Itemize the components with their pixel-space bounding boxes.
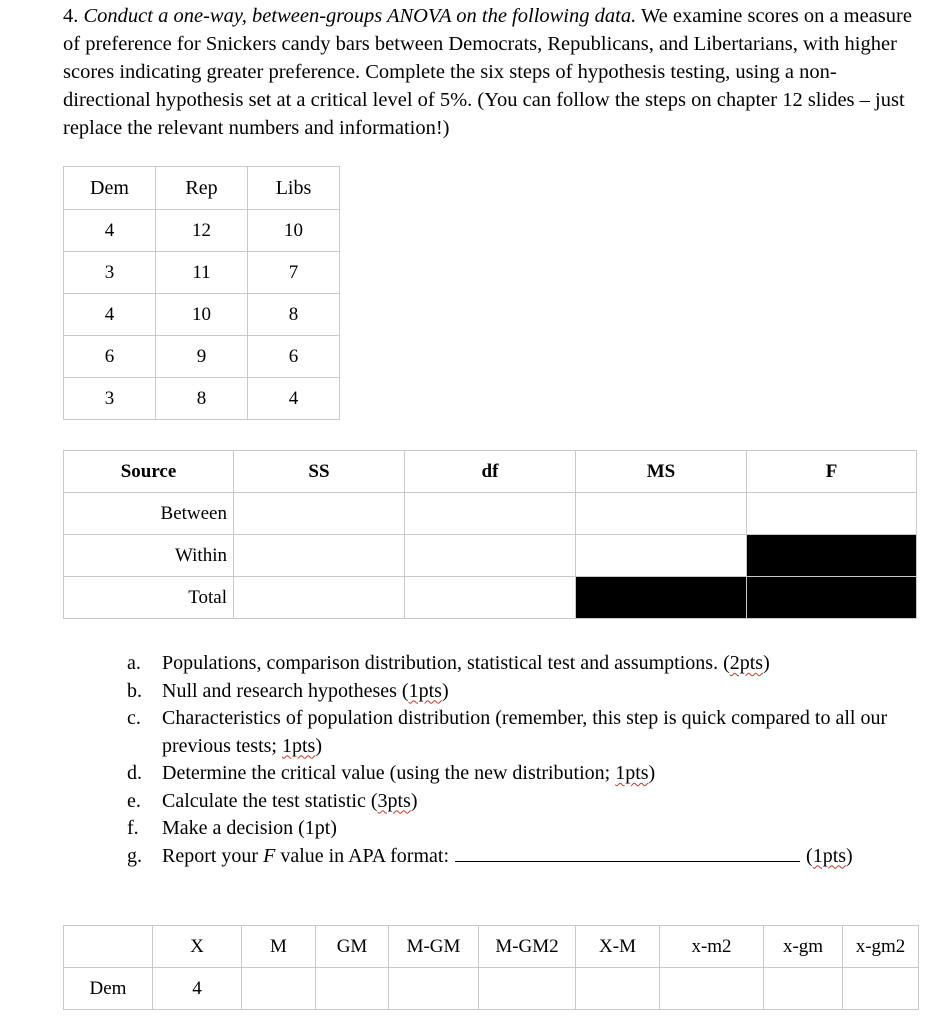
header-source: Source bbox=[64, 451, 234, 493]
between-ss-cell[interactable] bbox=[234, 493, 405, 535]
cell: 4 bbox=[64, 210, 156, 252]
header-x-m: X-M bbox=[576, 926, 660, 968]
cell: 3 bbox=[64, 252, 156, 294]
step-points: 1pts bbox=[812, 844, 847, 867]
anova-row-between bbox=[64, 493, 917, 535]
step-points: 3pts bbox=[377, 789, 411, 812]
list-item bbox=[127, 815, 907, 843]
within-df-cell[interactable] bbox=[405, 535, 576, 577]
header-empty bbox=[64, 926, 153, 968]
within-ss-cell[interactable] bbox=[234, 535, 405, 577]
cell: 12 bbox=[156, 210, 248, 252]
header-ms: MS bbox=[576, 451, 747, 493]
apa-answer-blank[interactable] bbox=[455, 843, 800, 862]
step-end: ) bbox=[763, 652, 770, 674]
cell[interactable] bbox=[576, 968, 660, 1010]
step-text: Calculate the test statistic ( bbox=[162, 789, 378, 812]
cell: 8 bbox=[248, 294, 340, 336]
header-dem: Dem bbox=[64, 167, 156, 210]
header-f: F bbox=[747, 451, 917, 493]
anova-header-row bbox=[64, 451, 917, 493]
step-letter: c. bbox=[127, 707, 141, 729]
step-letter: f. bbox=[127, 817, 139, 839]
between-df-cell[interactable] bbox=[405, 493, 576, 535]
source-total: Total bbox=[64, 577, 234, 619]
step-text: Null and research hypotheses ( bbox=[162, 679, 409, 702]
table-row bbox=[64, 378, 340, 420]
computation-header-row bbox=[64, 926, 919, 968]
step-end: ) bbox=[315, 734, 323, 757]
cell[interactable] bbox=[843, 968, 919, 1010]
cell[interactable] bbox=[242, 968, 316, 1010]
source-within: Within bbox=[64, 535, 234, 577]
cell: 10 bbox=[248, 210, 340, 252]
step-end: ) bbox=[441, 679, 449, 702]
cell[interactable] bbox=[660, 968, 764, 1010]
cell: 3 bbox=[64, 378, 156, 420]
cell[interactable] bbox=[479, 968, 576, 1010]
list-item bbox=[127, 650, 907, 678]
step-letter: b. bbox=[127, 679, 142, 702]
total-ss-cell[interactable] bbox=[234, 577, 405, 619]
total-ms-blocked-cell bbox=[576, 577, 747, 619]
anova-row-within bbox=[64, 535, 917, 577]
header-x-m2: x-m2 bbox=[660, 926, 764, 968]
list-item bbox=[127, 760, 907, 788]
question-number: 4. bbox=[63, 5, 79, 27]
within-ms-cell[interactable] bbox=[576, 535, 747, 577]
table-row bbox=[64, 252, 340, 294]
step-points-close: ) bbox=[846, 844, 853, 867]
table-row bbox=[64, 294, 340, 336]
step-points: 1pts bbox=[408, 679, 442, 702]
cell: 6 bbox=[64, 336, 156, 378]
step-points: 1pts bbox=[282, 734, 316, 757]
question-lead: Conduct a one-way, between-groups ANOVA on the following data. bbox=[83, 5, 637, 27]
step-points: 1pts bbox=[615, 762, 649, 784]
step-text: Make a decision (1pt) bbox=[162, 817, 337, 839]
header-rep: Rep bbox=[156, 167, 248, 210]
cell: 11 bbox=[156, 252, 248, 294]
step-text: Determine the critical value (using the new distribution; bbox=[162, 762, 616, 784]
header-m: M bbox=[242, 926, 316, 968]
step-text: Characteristics of population distribution (remember, this step is quick compared to all our previous tests; bbox=[162, 707, 888, 757]
between-f-cell[interactable] bbox=[747, 493, 917, 535]
cell: 4 bbox=[248, 378, 340, 420]
cell[interactable] bbox=[316, 968, 389, 1010]
step-letter: a. bbox=[127, 652, 141, 674]
row-label-dem: Dem bbox=[64, 968, 153, 1010]
cell: 7 bbox=[248, 252, 340, 294]
step-end: ) bbox=[410, 789, 418, 812]
table-row bbox=[64, 210, 340, 252]
question-text bbox=[63, 2, 923, 142]
table-row bbox=[64, 336, 340, 378]
cell[interactable] bbox=[389, 968, 479, 1010]
cell[interactable] bbox=[764, 968, 843, 1010]
source-between: Between bbox=[64, 493, 234, 535]
cell: 9 bbox=[156, 336, 248, 378]
step-points-open: ( bbox=[806, 844, 813, 867]
step-text-after: value in APA format: bbox=[275, 844, 450, 867]
cell: 4 bbox=[153, 968, 242, 1010]
list-item bbox=[127, 843, 907, 871]
cell: 6 bbox=[248, 336, 340, 378]
data-table-header-row bbox=[64, 167, 340, 210]
list-item bbox=[127, 678, 907, 706]
header-libs: Libs bbox=[248, 167, 340, 210]
header-x: X bbox=[153, 926, 242, 968]
cell: 10 bbox=[156, 294, 248, 336]
step-letter: e. bbox=[127, 789, 141, 812]
f-letter: F bbox=[263, 844, 276, 867]
cell: 8 bbox=[156, 378, 248, 420]
header-m-gm: M-GM bbox=[389, 926, 479, 968]
data-table bbox=[63, 166, 340, 420]
list-item bbox=[127, 788, 907, 816]
anova-table bbox=[63, 450, 917, 619]
header-m-gm2: M-GM2 bbox=[479, 926, 576, 968]
header-df: df bbox=[405, 451, 576, 493]
step-letter: g. bbox=[127, 844, 142, 867]
table-row bbox=[64, 968, 919, 1010]
anova-row-total bbox=[64, 577, 917, 619]
step-points: 2pts bbox=[729, 652, 764, 674]
list-item bbox=[127, 705, 907, 760]
step-end: ) bbox=[648, 762, 656, 784]
step-letter: d. bbox=[127, 762, 142, 784]
total-df-cell[interactable] bbox=[405, 577, 576, 619]
total-f-blocked-cell bbox=[747, 577, 917, 619]
step-text: Report your bbox=[162, 844, 264, 867]
header-x-gm2: x-gm2 bbox=[843, 926, 919, 968]
question-body: We examine scores on a measure of preference for Snickers candy bars between Democrats, Republicans, and Libertarians, with higher scores indicating greater preference. Complete the six steps of hypothesis testing, using a non-directional hypothesis set at a critical level of 5%. (You can follow the steps on chapter 12 slides – just replace the relevant numbers and information!) bbox=[63, 5, 912, 139]
within-f-blocked-cell bbox=[747, 535, 917, 577]
header-ss: SS bbox=[234, 451, 405, 493]
cell: 4 bbox=[64, 294, 156, 336]
header-gm: GM bbox=[316, 926, 389, 968]
header-x-gm: x-gm bbox=[764, 926, 843, 968]
between-ms-cell[interactable] bbox=[576, 493, 747, 535]
steps-list bbox=[127, 650, 907, 870]
computation-table bbox=[63, 925, 919, 1010]
step-text: Populations, comparison distribution, statistical test and assumptions. ( bbox=[162, 652, 730, 674]
